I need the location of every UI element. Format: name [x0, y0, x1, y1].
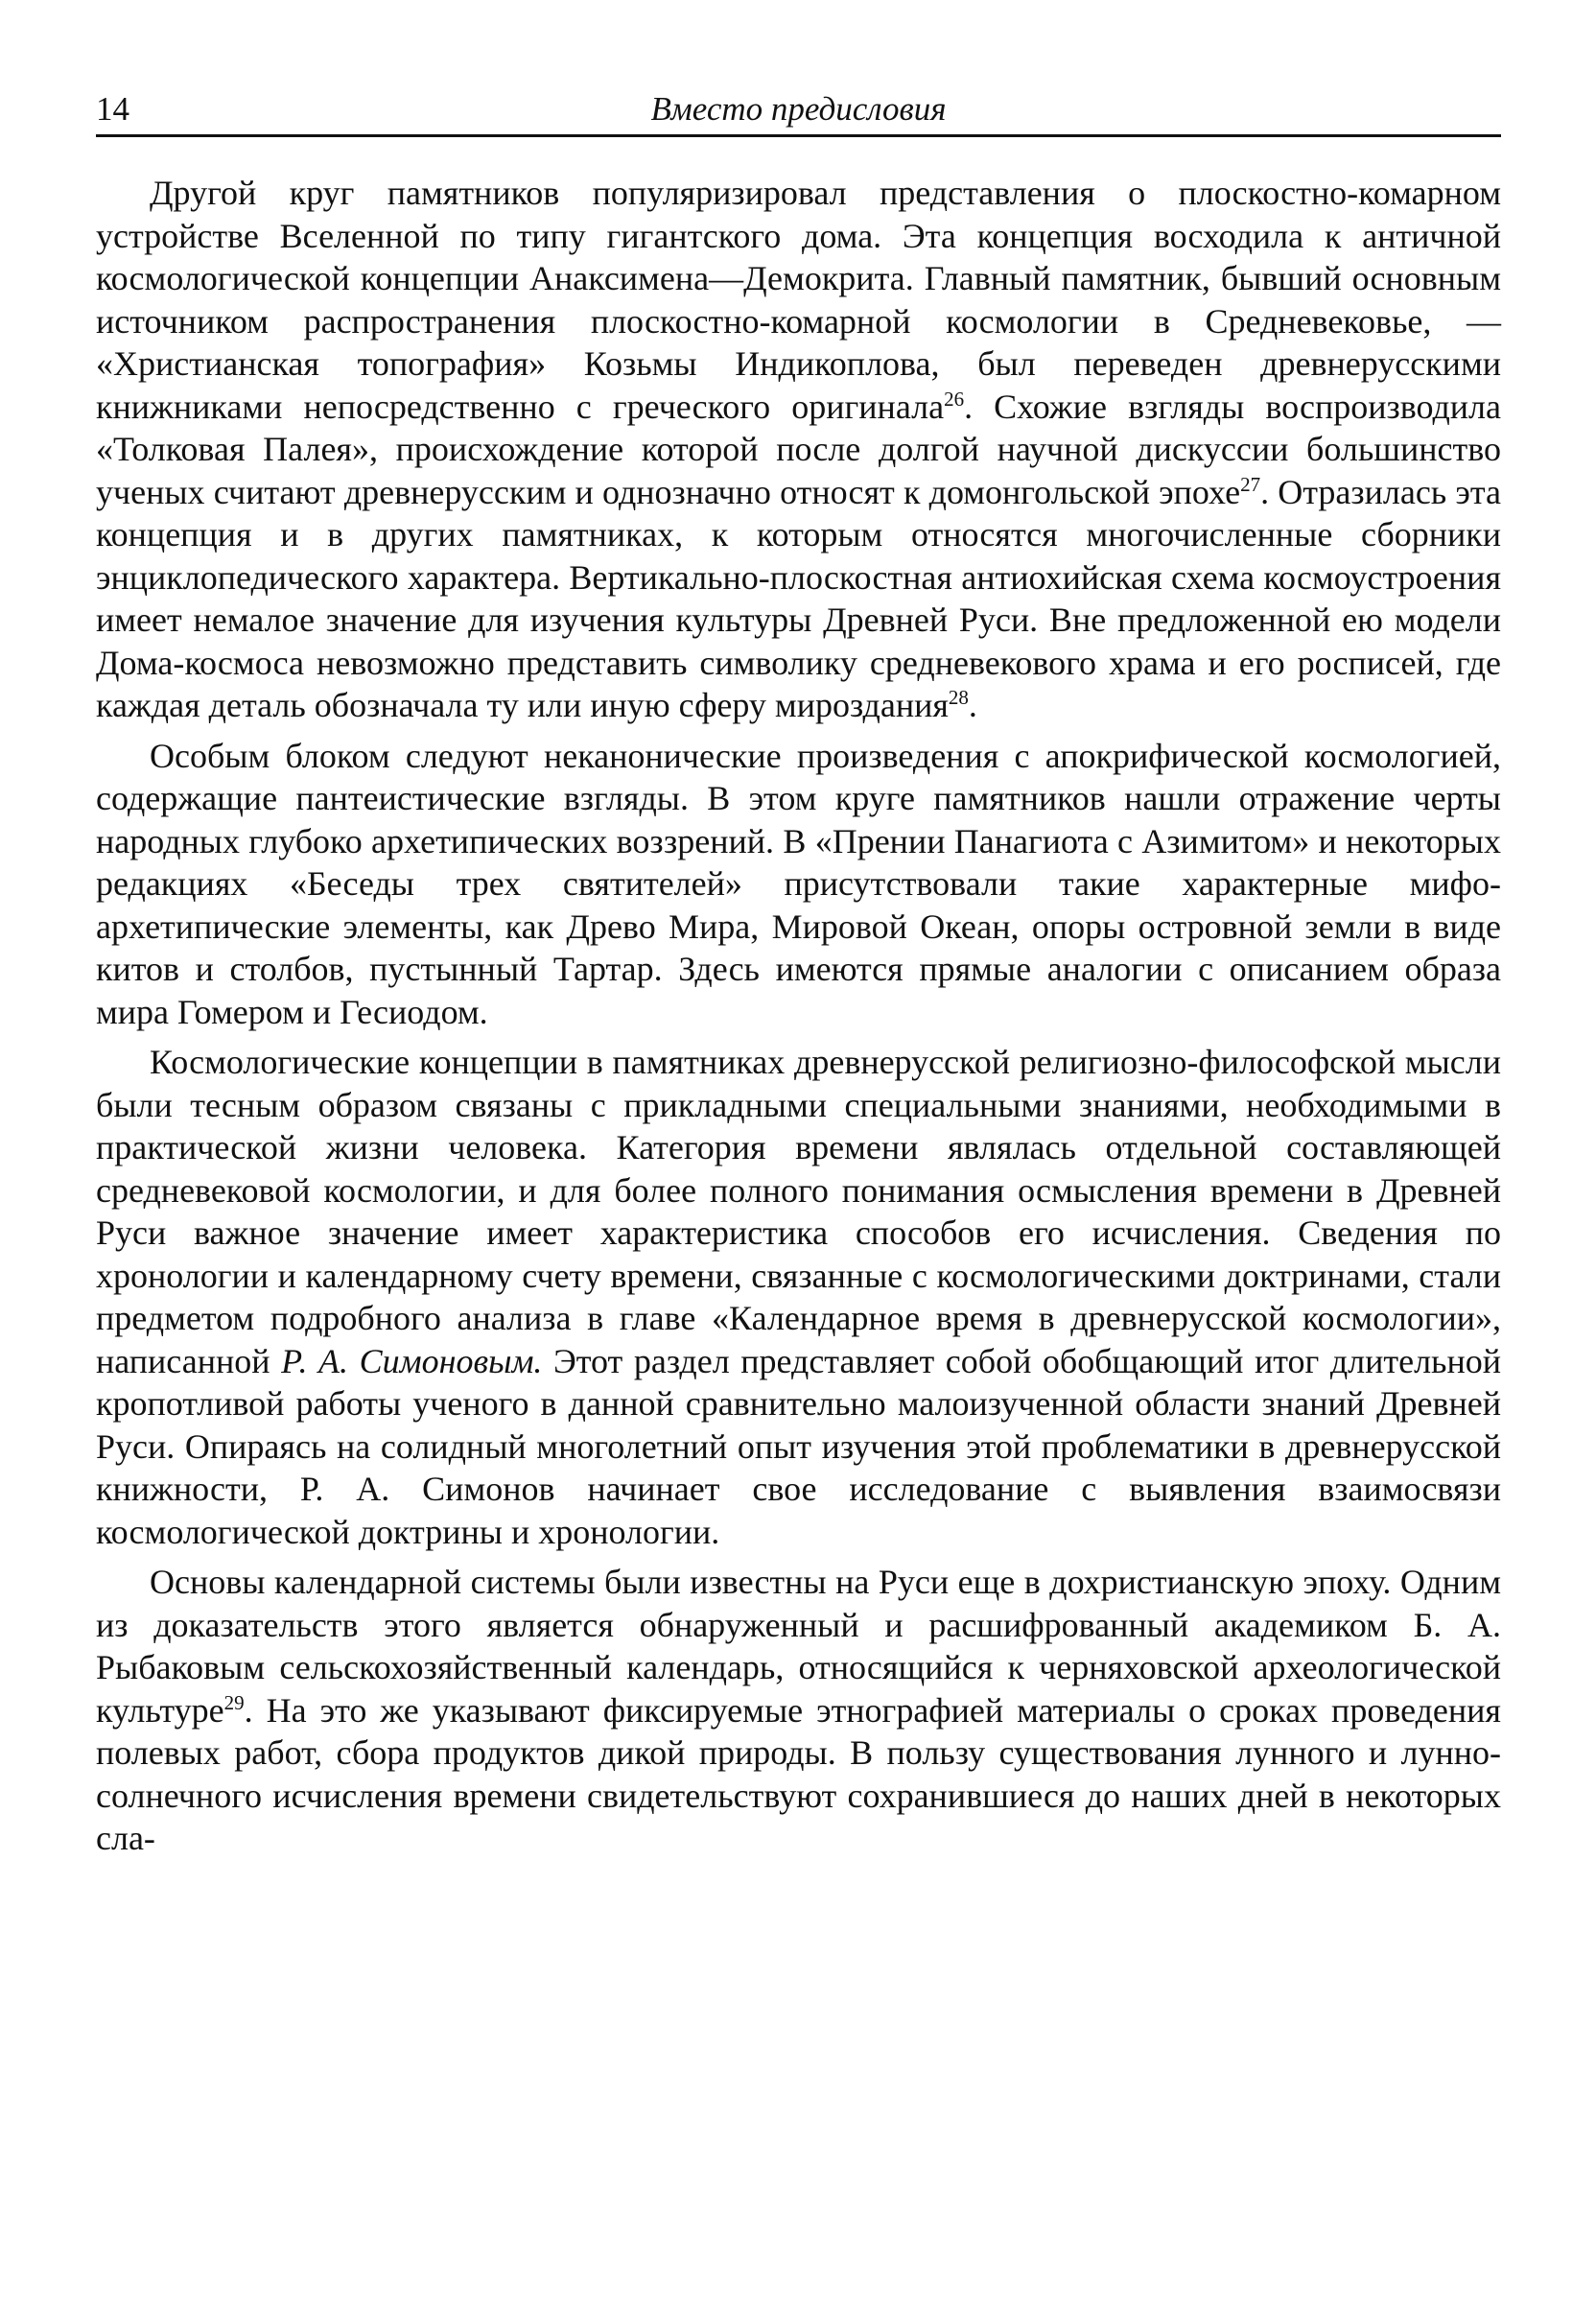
text-run: . Отразилась эта концепция и в других памятниках, к которым относятся многочисленные сборники энциклопедического характера. Вертикально-плоскостная антиохийская схема космоустроения имеет немалое значение для изучения культуры Древней Руси. Вне предложенной ею модели Дома-космоса невозможно представить символику средневекового храма и его росписей, где каждая деталь обозначала ту или иную сферу мироздания — [96, 472, 1501, 724]
page-number: 14 — [96, 90, 129, 128]
text-run: Космологические концепции в памятниках древнерусской религиозно-философской мысли были тесным образом связаны с прикладными специальными знаниями, необходимыми в практической жизни человека. Категория времени являлась отдельной составляющей средневековой космологии, и для более полного понимания осмысления времени в Древней Руси важное значение имеет характеристика способов его исчисления. Сведения по хронологии и календарному счету времени, связанные с космологическими доктринами, стали предметом подробного анализа в главе «Календарное время в древнерусской космологии», написанной — [96, 1043, 1501, 1380]
text-run: Основы календарной системы были известны на Руси еще в дохристианскую эпоху. Одним из доказательств этого является обнаруженный и расшифрованный академиком Б. А. Рыбаковым сельскохозяйственный календарь, относящийся к черняховской археологической культуре — [96, 1563, 1501, 1730]
paragraph-3 — [96, 1041, 1501, 1553]
paragraph-4 — [96, 1561, 1501, 1860]
paragraph-1 — [96, 172, 1501, 727]
text-run: Особым блоком следуют неканонические произведения с апокрифической космологией, содержащие пантеистические взгляды. В этом круге памятников нашли отражение черты народных глубоко архетипических воззрений. В «Прении Панагиота с Азимитом» и некоторых редакциях «Беседы трех святителей» присутствовали такие характерные мифо-архетипические элементы, как Древо Мира, Мировой Океан, опоры островной земли в виде китов и столбов, пустынный Тартар. Здесь имеются прямые аналогии с описанием образа мира Гомером и Гесиодом. — [96, 736, 1501, 1031]
footnote-ref-28: 28 — [948, 686, 969, 709]
running-head: Вместо предисловия — [650, 90, 947, 128]
text-run: Этот раздел представляет собой обобщающий итог длительной кропотливой работы ученого в данной сравнительно малоизученной области знаний Древней Руси. Опираясь на солидный многолетний опыт изучения этой проблематики в древнерусской книжности, Р. А. Симонов начинает свое исследование с выявления взаимосвязи космологической доктрины и хронологии. — [96, 1341, 1502, 1551]
author-name-italic: Р. А. Симоновым. — [281, 1341, 543, 1380]
text-run: . Схожие взгляды воспроизводила «Толковая Палея», происхождение которой после долгой научной дискуссии большинство ученых считают древнерусским и однозначно относят к домонгольской эпохе — [96, 387, 1501, 511]
footnote-ref-29: 29 — [223, 1690, 245, 1714]
text-run: Другой круг памятников популяризировал представления о плоскостно-комарном устройстве Вселенной по типу гигантского дома. Эта концепция восходила к античной космологической концепции Анаксимена—Демокрита. Главный памятник, бывший основным источником распространения плоскостно-комарной космологии в Средневековье, — «Христианская топография» Козьмы Индикоплова, был переведен древнерусскими книжниками непосредственно с греческого оригинала — [96, 174, 1501, 426]
footnote-ref-27: 27 — [1240, 472, 1261, 496]
text-run: . — [968, 686, 977, 724]
footnote-ref-26: 26 — [944, 387, 965, 411]
paragraph-2 — [96, 735, 1501, 1034]
page-header — [96, 84, 1501, 137]
text-run: . На это же указывают фиксируемые этнографией материалы о сроках проведения полевых работ, сбора продуктов дикой природы. В пользу существования лунного и лунно-солнечного исчисления времени свидетельствуют сохранившиеся до наших дней в некоторых сла- — [96, 1690, 1501, 1857]
body-text — [96, 172, 1501, 1860]
book-page — [96, 84, 1501, 2272]
